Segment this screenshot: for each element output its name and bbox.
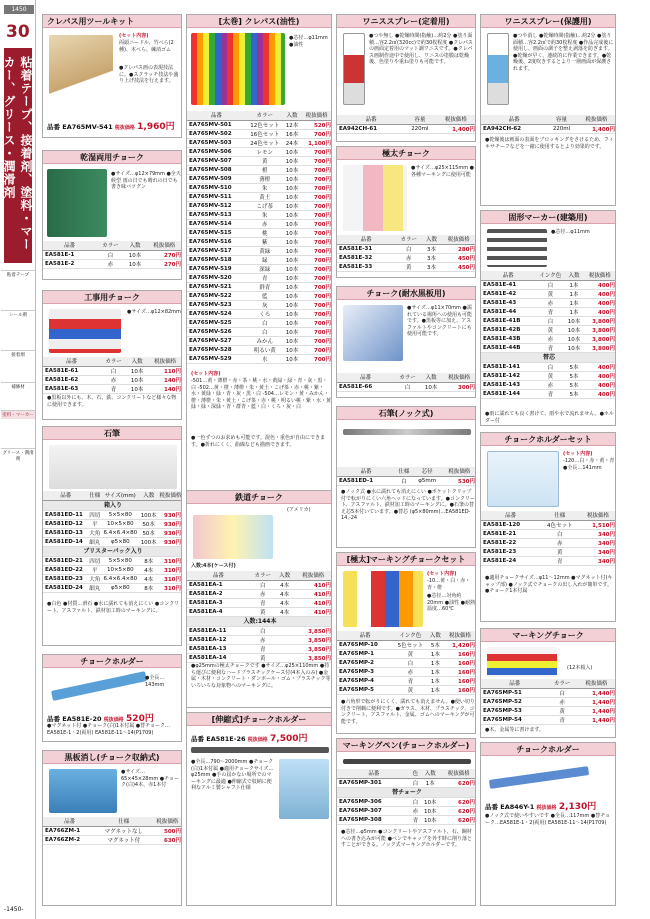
chalk-work-block: 工事用チョーク ●サイズ…φ12×82mm 品番 カラー 入数 税抜価格 EA581E-61 白 10本 110円 EA581E-62 赤 10本 140円 EA581E-63 青 10本 140円 ●黒板以外にも、木、石、鉄、コンクリートなど様々な物に使用できます。 (42, 290, 182, 420)
table-row: EA765MP-10 5色セット 5本 1,420円 (339, 641, 475, 649)
table-row: EA581E-66 白 10本 300円 (339, 383, 475, 391)
table-row: EA765MV-522 藍 10本 700円 (189, 292, 331, 300)
table-row: EA581EA-11 白 3,850円 (189, 627, 331, 635)
spray-can-image (343, 33, 365, 105)
table-row: EA765MV-501 12色セット 12本 520円 (189, 121, 331, 129)
table-row: EA581E-43 赤 1本 400円 (483, 299, 615, 307)
chalk-dry-wet-block: 乾湿両用チョーク ●サイズ…φ12×79mm ●全天候型 雨の日でも晴れの日でも書き味バツグン 品番 カラー 入数 税抜価格 EA581E-1 白 10本 270円 EA581E-2 赤 10本 270円 (42, 150, 182, 280)
table-row: EA765MV-507 黄 10本 700円 (189, 157, 331, 165)
table-row: EA765MV-514 赤 10本 700円 (189, 220, 331, 228)
side-cat-repair[interactable]: 補修材 (1, 382, 35, 391)
table-row: EA765MP-306 白 10本 620円 (339, 798, 475, 806)
table-row: EA581ED-22 平 10×5×80 4本 310円 (45, 566, 181, 574)
chalk-dry-table: 品番 カラー 入数 税抜価格 EA581E-1 白 10本 270円 EA581E-2 赤 10本 270円 (43, 241, 182, 269)
eraser-image (49, 769, 117, 813)
table-row: EA765MP-53 黄 1,440円 (483, 707, 615, 715)
table-row: EA765MP-1 黄 1本 160円 (339, 650, 475, 658)
table-row: EA581E-44 青 1本 400円 (483, 308, 615, 316)
table-row: EA765MP-54 青 1,440円 (483, 716, 615, 724)
fixed-marker-block: 固形マーカー(建築用) ●芯径…φ11mm 品番 インク色 入数 税抜価格 EA581E-41 白 1本 400円 EA581E-42 黄 1本 400円 EA581E-43 赤 1本 400円 EA581E-44 青 1本 400円 EA581E-41B 白 10本 3,800円 EA581E-42B 黄 10本 3,800円 EA581E-43B 赤 10本 3,800円 EA581E-44B 青 10本 3,800円 替芯 EA581E-141 白 5本 400円 EA581E-142 黄 5本 400円 EA581E-143 赤 5本 400円 EA581E-144 青 5本 400円 ●雨に濡れても良く書けて、雨や水で流れません。●ホルダー付 (480, 210, 616, 426)
crayon-oil-block: [太巻] クレパス(油性) ●芯径…φ11mm ●油性 品番 カラー 入数 税抜価格 EA765MV-501 12色セット 12本 520円 EA765MV-502 16色セット 16本 700円 EA765MV-503 24色セット 24本 1,100円 EA765MV-506 レモン 10本 700円 EA765MV-507 黄 10本 700円 EA765MV-508 橙 10本 700円 EA765MV-509 薄橙 10本 700円 EA765MV-510 朱 10本 700円 EA765MV-511 黄土 10本 700円 EA765MV-512 こげ茶 10本 700円 EA765MV-513 朱 10本 700円 EA765MV-514 赤 10本 700円 EA765MV-515 桃 10本 700円 EA765MV-516 紫 10本 700円 EA765MV-517 黄緑 10本 700円 EA765MV-518 緑 10本 700円 EA765MV-519 深緑 10本 700円 EA765MV-520 青 10本 700円 EA765MV-521 群青 10本 700円 EA765MV-522 藍 10本 700円 EA765MV-523 灰 10本 700円 EA765MV-524 くろ 10本 700円 EA765MV-525 白 10本 700円 EA765MV-526 白 10本 700円 EA765MV-527 みかん 10本 700円 EA765MV-528 明るい黄 10本 700円 EA765MV-529 水 10本 700円 (セット内容) -501…黄・薄橙・赤・茶・桃・水・黄緑・緑・青・灰・黒・白 -502…黄・橙・薄橙・朱・黄土・こげ茶・赤・桃・紫・水・黄緑・緑・青・灰・黒・白 -504…レモン・黄・みかん・橙・薄橙・朱・黄土・こげ茶・赤・桃・明るい桃・紫・水・黄緑・緑・深緑・青・群青・藍・白・くろ・灰・白 ●一色ずつのお求めも可能です。混色・重色が自由にできます。●折れにくく、曲線なども描画できます。 (186, 14, 332, 714)
side-cat-seal[interactable]: シール剤 (1, 310, 35, 319)
table-row: EA581ED-12 平 10×5×80 50本 930円 (45, 520, 181, 528)
table-row: EA581E-141 白 5本 400円 (483, 363, 615, 371)
chapter-title: 粘着テープ、接着剤、塗料・マーカー、グリース・潤滑剤 (4, 48, 32, 263)
table-row: EA581E-21 白 340円 (483, 530, 615, 538)
table-row: EA581E-43B 赤 10本 3,800円 (483, 335, 615, 343)
table-row: EA581EA-2 赤 4本 410円 (189, 590, 331, 598)
table-row: EA581ED-11 四切 5×5×80 100本 930円 (45, 511, 181, 519)
chalk-image (49, 309, 121, 353)
table-row: EA581E-120 4色セット 1,510円 (483, 521, 615, 529)
table-row: EA766ZM-2 マグネット付 630円 (45, 836, 181, 844)
table-row: EA765MV-513 朱 10本 700円 (189, 211, 331, 219)
spray-can-image (487, 33, 509, 105)
chalk-holder2-block: チョークホルダー 品番 EA846Y-1 税抜価格 2,130円 ●ノック式で使いやすいです ●全長…117mm ●替チョーク…EA581E-1・2(両用) EA581E-11～14(P1709) (480, 742, 616, 906)
table-row: EA765MV-520 青 10本 700円 (189, 274, 331, 282)
table-row: EA581E-22 赤 340円 (483, 539, 615, 547)
table-row: EA765MP-307 赤 10本 620円 (339, 807, 475, 815)
table-row: EA765MV-523 灰 10本 700円 (189, 301, 331, 309)
table-row: EA581E-144 青 5本 400円 (483, 390, 615, 398)
table-row: EA765MV-502 16色セット 16本 700円 (189, 130, 331, 138)
marker-image (487, 229, 547, 267)
crayon-tool-kit-block: クレパス用ツールキット (セット内容) 両頭ニードル、竹べら(2種)、木べら、練消ゴム ●クレパス画の表現技法に。●スクラッチ技法や盛り上げ技法を行えます。 品番 EA765MV-541 税抜価格 1,960円 (42, 14, 182, 138)
table-row: EA581E-23 黄 340円 (483, 548, 615, 556)
table-row: EA765MV-525 白 10本 700円 (189, 319, 331, 327)
table-row: EA581E-33 黄 3本 450円 (339, 263, 475, 271)
spray-std-block: ワニススプレー(定着用) ●つや無し ●乾燥時間(指触)…約2分 ●塗り面積…容2.2㎡(320cc)で約30枚程度 ●クレパスの画面定着用のマット調ワニスです。●クレパス画制作途中で使用し、ワニスの塗膜は乾燥後、色塗りや重ね塗りも可能です。 品番 容量 税抜価格 EA942CH-61 220ml 1,400円 (336, 14, 476, 142)
table-row: EA581EA-4 黄 4本 410円 (189, 608, 331, 616)
table-row: EA765MV-517 黄緑 10本 700円 (189, 247, 331, 255)
table-row: EA581EA-12 赤 3,850円 (189, 636, 331, 644)
table-row: EA581EA-1 白 4本 410円 (189, 581, 331, 589)
holder-set-block: チョークホルダーセット (セット内容) -120…白・赤・黄・青 ●全長…141mm 品番 仕様 税抜価格 EA581E-120 4色セット 1,510円 EA581E-21 白 340円 EA581E-22 赤 340円 EA581E-23 黄 340円 EA581E-24 青 340円 ●適用チョークサイズ…φ11～12mm ●マグネット付(キャップ部) ●ノック式でチョークの出し入れが簡単です。●チョーク1本付属 (480, 432, 616, 622)
stone-pen-block: 石筆 品番 仕様 サイズ(mm) 入数 税抜価格 箱入り EA581ED-11 四切 5×5×80 100本 930円 EA581ED-12 平 10×5×80 50本 930円 EA581ED-13 大角 6.4×6.4×80 50本 930円 EA581ED-14 細丸 φ5×80 100本 930円 ブリスターパック入り EA581ED-21 四切 5×5×80 8本 310円 EA581ED-22 平 10×5×80 4本 310円 EA581ED-23 大角 6.4×6.4×80 4本 310円 EA581ED-24 細丸 φ5×80 8本 310円 ●白色 ●材質…滑石 ●水に濡れても消えにくい ●コンクリート、アスファルト、鉄材加工時のマーキングに。 (42, 426, 182, 646)
table-row: EA765MV-508 橙 10本 700円 (189, 166, 331, 174)
chalk-thick-image (343, 165, 407, 231)
stone-pen-image (49, 445, 177, 489)
table-row: EA581ED-14 細丸 φ5×80 100本 930円 (45, 538, 181, 546)
table-row: EA581E-41B 白 10本 3,800円 (483, 317, 615, 325)
table-row: EA765MP-4 青 1本 160円 (339, 677, 475, 685)
table-row: EA942CH-61 220ml 1,400円 (339, 125, 475, 133)
table-row: EA581E-1 白 10本 270円 (45, 251, 181, 259)
chalk-iron-image (193, 515, 273, 559)
table-row: EA765MV-506 レモン 10本 700円 (189, 148, 331, 156)
chalk-box-image (47, 169, 107, 237)
table-row: EA581E-61 白 10本 110円 (45, 367, 181, 375)
table-row: EA765MV-526 白 10本 700円 (189, 328, 331, 336)
chapter-number: 30 (6, 22, 30, 42)
table-row: EA765MV-503 24色セット 24本 1,100円 (189, 139, 331, 147)
usage-image (279, 759, 329, 819)
holder2-image (489, 766, 589, 789)
page-number-top: 1450 (4, 5, 34, 14)
table-row: EA765MV-511 黄土 10本 700円 (189, 193, 331, 201)
stone-knock-image (343, 429, 471, 435)
side-cat-grease[interactable]: グリース・潤滑剤 (1, 448, 35, 463)
table-row: EA765MP-3 赤 1本 160円 (339, 668, 475, 676)
table-row: EA581E-42B 黄 10本 3,800円 (483, 326, 615, 334)
page-footer: -1450- (4, 906, 24, 913)
marking-chalk2-image (487, 647, 557, 677)
side-cat-adhesive[interactable]: 接着剤 (1, 350, 35, 359)
table-row: EA765MP-52 赤 1,440円 (483, 698, 615, 706)
marking-chalk-set-block: [極太]マーキングチョークセット (セット内容) -10…黄・白・赤・青・橙 ●芯径…対角約20mm ●油性 ●耐熱温度…60℃ 品番 インク色 入数 税抜価格 EA765MP-10 5色セット 5本 1,420円 EA765MP-1 黄 1本 160円 EA765MP-2 白 1本 160円 EA765MP-3 赤 1本 160円 EA765MP-4 青 1本 160円 EA765MP-5 黄 1本 160円 ●六角形で転がりにくく、濡れても消えません。●使い切り付きで削蝋に便利です。●ガラス、木材、プラスチック、コンクリート、アスファルト、金属、ゴムへのマーキングが可能です。 (336, 552, 476, 734)
table-row: EA765MV-515 桃 10本 700円 (189, 229, 331, 237)
table-row: EA581E-142 黄 5本 400円 (483, 372, 615, 380)
table-row: EA581E-42 黄 1本 400円 (483, 290, 615, 298)
table-row: EA765MV-510 朱 10本 700円 (189, 184, 331, 192)
table-row: EA581E-24 青 340円 (483, 557, 615, 565)
table-row: EA581ED-21 四切 5×5×80 8本 310円 (45, 557, 181, 565)
chapter-sidebar (0, 0, 36, 919)
table-row: EA581E-31 白 3本 280円 (339, 245, 475, 253)
extend-holder-image (191, 747, 329, 753)
table-row: EA581E-41 白 1本 400円 (483, 281, 615, 289)
table-row: EA581E-143 赤 5本 400円 (483, 381, 615, 389)
table-row: EA765MV-516 紫 10本 700円 (189, 238, 331, 246)
crayon-image (191, 33, 285, 105)
holder-image (51, 671, 147, 701)
chalk-holder-block: チョークホルダー ●全長…143mm 品番 EA581E-20 税抜価格 520円 ●マグネット付 ●チョーク(白)1本付属 ●替チョーク…EA581E-1・2(両用) EA581E-11～14(P1709) (42, 654, 182, 742)
table-row: EA765MV-527 みかん 10本 700円 (189, 337, 331, 345)
table-row: EA581E-32 赤 3本 450円 (339, 254, 475, 262)
chalk-thick-block: 極太チョーク ●サイズ…φ25×115mm ●各種マーキングに使用可能 品番 カラー 入数 税抜価格 EA581E-31 白 3本 280円 EA581E-32 赤 3本 450円 EA581E-33 黄 3本 450円 (336, 146, 476, 278)
table-row: EA765MP-2 白 1本 160円 (339, 659, 475, 667)
table-row: EA942CH-62 220ml 1,400円 (483, 125, 615, 133)
table-row: EA765MP-308 青 10本 620円 (339, 816, 475, 824)
tool-kit-image (49, 35, 113, 109)
table-row: EA765MV-521 群青 10本 700円 (189, 283, 331, 291)
table-row: EA581ED-24 細丸 φ5×80 8本 310円 (45, 584, 181, 592)
chalk-board-block: チョーク(耐水黒板用) ●サイズ…φ11×70mm ●濡れている場所への使用も可能です。●黒板等に加え、アスファルトやコンクリートにも使用可能です。 品番 カラー 入数 税抜価格 EA581E-66 白 10本 300円 (336, 286, 476, 398)
table-row: EA581EA-3 青 4本 410円 (189, 599, 331, 607)
marking-chalk-block: マーキングチョーク (12本箱入) 品番 カラー 税抜価格 EA765MP-51 白 1,440円 EA765MP-52 赤 1,440円 EA765MP-53 黄 1,440円 EA765MP-54 青 1,440円 ●木、金属等に書けます。 (480, 628, 616, 738)
table-row: EA765MP-51 白 1,440円 (483, 689, 615, 697)
table-row: EA765MV-509 薄橙 10本 700円 (189, 175, 331, 183)
table-row: EA765MV-528 明るい黄 10本 700円 (189, 346, 331, 354)
table-row: EA765MV-524 くろ 10本 700円 (189, 310, 331, 318)
table-row: EA581E-2 赤 10本 270円 (45, 260, 181, 268)
stone-knock-block: 石筆(ノック式) 品番 仕様 芯径 税抜価格 EA581ED-1 白 φ5mm 530円 ●ノック式 ●水に濡れても消えにくい ●ポケットクリップ付で転がりにくい六角ヘッドになっています。●コンクリート、アスファルト、鉄材加工時のマーキングに。●石筆の替え芯5本付いています。●替芯 (φ5×80mm)…EA581ED-14,-24 (336, 406, 476, 548)
chalk-board-image (343, 305, 403, 361)
table-row: EA581ED-1 白 φ5mm 530円 (339, 477, 475, 485)
table-row: EA765MV-529 水 10本 700円 (189, 355, 331, 363)
marking-chalk-image (343, 571, 423, 627)
eraser-block: 黒板消し(チョーク収納式) ●サイズ…65×45×28mm ●チョーク(白)4本、赤1本付 品番 仕様 税抜価格 EA766ZM-1 マグネットなし 500円 EA766ZM-2 マグネット付 630円 (42, 750, 182, 906)
table-row: EA765MV-512 こげ茶 10本 700円 (189, 202, 331, 210)
table-row: EA581EA-13 青 3,850円 (189, 645, 331, 653)
side-cat-paint[interactable]: 塗料・マーカー (1, 410, 35, 419)
spray-protect-block: ワニススプレー(保護用) ●つや消し ●乾燥時間(指触)…約2分 ●塗り面積…容2.2㎡で約30枚程度 ●作品完成後に使用し、画面の調子を整え剥落を防ぎます。●乾燥が早く、連続的に作業できます。●乾燥後、2度吹きするとより一層画面が保護されます。 品番 容量 税抜価格 EA942CH-62 220ml 1,400円 ●乾燥後は画面の表面をブロッキングをさけるため、フィキサチーフなどを一緒に使用するとより効果的です。 (480, 14, 616, 206)
table-row: EA765MP-301 白 1本 620円 (339, 779, 475, 787)
table-row: EA581E-62 赤 10本 140円 (45, 376, 181, 384)
side-cat-tape[interactable]: 粘着テープ (1, 270, 35, 279)
table-row: EA581E-63 青 10本 140円 (45, 385, 181, 393)
table-row: EA581EA-14 黄 3,850円 (189, 654, 331, 662)
marking-pen-image (343, 759, 471, 764)
table-row: EA581ED-23 大角 6.4×6.4×80 4本 310円 (45, 575, 181, 583)
table-row: EA581E-44B 青 10本 3,800円 (483, 344, 615, 352)
section-title: クレパス用ツールキット (43, 15, 181, 28)
holder-set-image (487, 451, 559, 507)
table-row: EA766ZM-1 マグネットなし 500円 (45, 827, 181, 835)
price: 1,960円 (137, 122, 175, 132)
marking-pen-block: マーキングペン(チョークホルダー) 品番 色 入数 税抜価格 EA765MP-301 白 1本 620円 替チョーク EA765MP-306 白 10本 620円 EA765MP-307 赤 10本 620円 EA765MP-308 青 10本 620円 ●芯径…φ5mm ●コンクリートやアスファルト、石、鋼材への書き込みが可能 ●ペンでキャップを外す時に削り落とすことができる。ノック式マーキングホルダーです。 (336, 738, 476, 906)
table-row: EA765MV-518 緑 10本 700円 (189, 256, 331, 264)
crayon-table: 品番 カラー 入数 税抜価格 EA765MV-501 12色セット 12本 520円 EA765MV-502 16色セット 16本 700円 EA765MV-503 24色セット 24本 1,100円 EA765MV-506 レモン 10本 700円 EA765MV-507 黄 10本 700円 EA765MV-508 橙 10本 700円 EA765MV-509 薄橙 10本 700円 EA765MV-510 朱 10本 700円 EA765MV-511 黄土 10本 700円 EA765MV-512 こげ茶 10本 700円 EA765MV-513 朱 10本 700円 EA765MV-514 赤 10本 700円 EA765MV-515 桃 10本 700円 EA765MV-516 紫 10本 700円 EA765MV-517 黄緑 10本 700円 EA765MV-518 緑 10本 700円 EA765MV-519 深緑 10本 700円 EA765MV-520 青 10本 700円 EA765MV-521 群青 10本 700円 EA765MV-522 藍 10本 700円 EA765MV-523 灰 10本 700円 EA765MV-524 くろ 10本 700円 EA765MV-525 白 10本 700円 EA765MV-526 白 10本 700円 EA765MV-527 みかん 10本 700円 EA765MV-528 明るい黄 10本 700円 EA765MV-529 水 10本 700円 (187, 111, 332, 364)
extend-holder-block: [伸縮式]チョークホルダー 品番 EA581E-26 税抜価格 7,500円 ●全長…790～2000mm ●チョーク(白)1本付属 ●適用チョークサイズ…φ25mm ●手の届かない場所でのマーキングに最適 ●伸縮式で収納に便利なアルミ製シャフト仕様 (186, 712, 332, 906)
table-row: EA581ED-13 大角 6.4×6.4×80 50本 930円 (45, 529, 181, 537)
chalk-iron-block: 鉄道チョーク (アメリカ) 入数:4本(ケース付) 品番 カラー 入数 税抜価格 EA581EA-1 白 4本 410円 EA581EA-2 赤 4本 410円 EA581EA-3 青 4本 410円 EA581EA-4 黄 4本 410円 入数:144本 EA581EA-11 白 3,850円 EA581EA-12 赤 3,850円 EA581EA-13 青 3,850円 EA581EA-14 黄 3,850円 ●φ25mmの極太チョークです ●サイズ…φ25×110mm ●持ち運びに便利なハードプラスチックケース付(4本入のみ) ●金属・木材・コンクリート・ダンボール・ゴム・プラスチック等いろいろな対象物へのマーキングに。 (186, 490, 332, 708)
table-row: EA765MP-5 黄 1本 160円 (339, 686, 475, 694)
table-row: EA765MV-519 深緑 10本 700円 (189, 265, 331, 273)
